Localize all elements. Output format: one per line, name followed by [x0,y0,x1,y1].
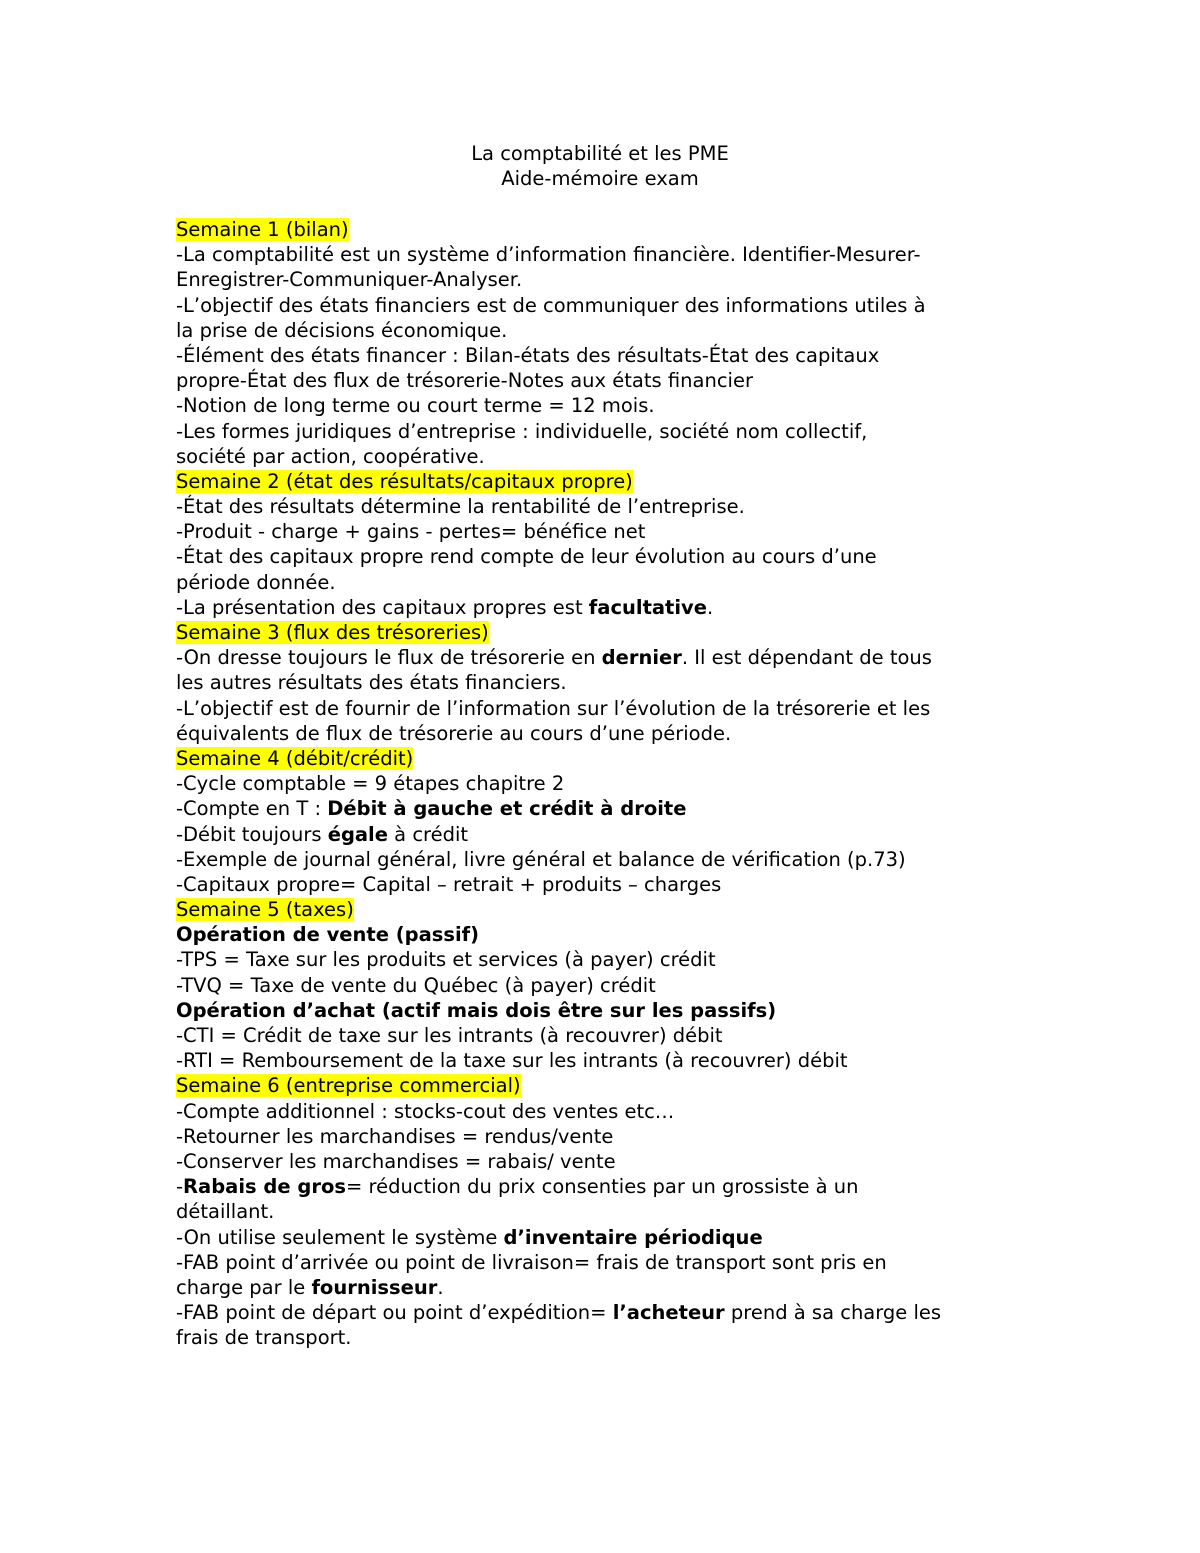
body-line [176,847,1036,872]
body-line [176,670,1036,695]
text-run: -L’objectif est de fournir de l’information sur l’évolution de la trésorerie et les [176,696,931,720]
body-line [176,822,1036,847]
text-run: -FAB point de départ ou point d’expédition= [176,1301,613,1325]
bold-text: Débit à gauche et crédit à droite [327,797,687,821]
week-heading [176,1073,1036,1098]
text-run: -Exemple de journal général, livre général et balance de vérification (p.73) [176,847,906,871]
text-run: charge par le [176,1275,312,1299]
body-line [176,1174,1036,1199]
text-run: -Produit - charge + gains - pertes= bénéfice net [176,520,646,544]
body-line [176,293,1036,318]
body-line [176,494,1036,519]
body-line [176,318,1036,343]
body-line [176,343,1036,368]
body-line [176,267,1036,292]
text-run: -On utilise seulement le système [176,1225,504,1249]
text-run: société par action, coopérative. [176,444,485,468]
text-run: propre-État des flux de trésorerie-Notes aux états financier [176,369,753,393]
body-line [176,544,1036,569]
text-run: -TPS = Taxe sur les produits et services (à payer) crédit [176,948,716,972]
heading-text: Semaine 1 (bilan) [176,218,349,241]
week-heading [176,746,1036,771]
text-run: la prise de décisions économique. [176,318,508,342]
body-line [176,1275,1036,1300]
week-heading [176,469,1036,494]
text-run: Enregistrer-Communiquer-Analyser. [176,268,523,292]
body-line [176,645,1036,670]
document-body [176,217,1036,1350]
body-line [176,922,1036,947]
document-subtitle: Aide-mémoire exam [501,167,699,191]
bold-text: égale [327,822,388,846]
body-line [176,872,1036,897]
body-line [176,444,1036,469]
body-line [176,570,1036,595]
body-line [176,595,1036,620]
body-line [176,947,1036,972]
heading-text: Semaine 6 (entreprise commercial) [176,1074,521,1098]
body-line [176,368,1036,393]
body-line [176,998,1036,1023]
text-run: -Retourner les marchandises = rendus/vente [176,1124,614,1148]
text-run: -On dresse toujours le flux de trésorerie en [176,646,602,670]
text-run: . [707,595,714,619]
body-line [176,1023,1036,1048]
text-run: - [176,1175,184,1199]
text-run: -Conserver les marchandises = rabais/ vente [176,1149,616,1173]
body-line [176,1225,1036,1250]
text-run: -La comptabilité est un système d’information financière. Identifier-Mesurer- [176,243,921,267]
text-run: -État des capitaux propre rend compte de leur évolution au cours d’une [176,545,877,569]
document-title: La comptabilité et les PME [471,142,729,165]
text-run: -Compte additionnel : stocks-cout des ventes etc… [176,1099,675,1123]
text-run: -La présentation des capitaux propres est [176,595,589,619]
body-line [176,973,1036,998]
text-run: . [437,1275,444,1299]
text-run: à crédit [387,822,469,846]
bold-text: Rabais de gros [183,1175,346,1199]
text-run: -Notion de long terme ou court terme = 12 mois. [176,394,655,418]
text-run: détaillant. [176,1200,275,1224]
text-run: période donnée. [176,570,336,594]
body-line [176,1099,1036,1124]
heading-text: Semaine 2 (état des résultats/capitaux propre) [176,469,633,493]
heading-text: Semaine 5 (taxes) [176,898,354,922]
bold-text: Opération d’achat (actif mais dois être sur les passifs) [176,998,777,1022]
body-line [176,721,1036,746]
body-line [176,519,1036,544]
text-run: les autres résultats des états financiers. [176,671,567,695]
text-run: frais de transport. [176,1326,352,1350]
text-run: = réduction du prix consenties par un grossiste à un [345,1175,859,1199]
bold-text: d’inventaire périodique [503,1225,763,1249]
text-run: -Compte en T : [176,797,328,821]
bold-text: facultative [588,595,707,619]
week-heading [176,620,1036,645]
text-run: -État des résultats détermine la rentabilité de l’entreprise. [176,495,745,519]
body-line [176,393,1036,418]
heading-text: Semaine 3 (flux des trésoreries) [176,621,489,644]
text-run: -Élément des états financer : Bilan-états des résultats-État des capitaux [176,343,880,367]
body-line [176,1325,1036,1350]
body-line [176,796,1036,821]
text-run: -L’objectif des états financiers est de communiquer des informations utiles à [176,293,926,317]
body-line [176,1124,1036,1149]
body-line [176,1199,1036,1224]
bold-text: dernier [601,646,682,670]
week-heading [176,897,1036,922]
body-line [176,696,1036,721]
heading-text: Semaine 4 (débit/crédit) [176,746,414,770]
bold-text: fournisseur [311,1275,438,1299]
body-line [176,771,1036,796]
text-run: -CTI = Crédit de taxe sur les intrants (à recouvrer) débit [176,1024,723,1047]
body-line [176,242,1036,267]
text-run: . Il est dépendant de tous [681,646,932,670]
body-line [176,1149,1036,1174]
body-line [176,1250,1036,1275]
text-run: -TVQ = Taxe de vente du Québec (à payer) crédit [176,973,656,997]
body-line [176,1048,1036,1073]
week-heading [176,217,1036,242]
body-line [176,419,1036,444]
text-run: prend à sa charge les [724,1301,942,1325]
text-run: -Capitaux propre= Capital – retrait + produits – charges [176,872,722,896]
bold-text: Opération de vente (passif) [176,923,480,947]
text-run: -FAB point d’arrivée ou point de livraison= frais de transport sont pris en [176,1250,887,1274]
text-run: -Les formes juridiques d’entreprise : individuelle, société nom collectif, [176,419,868,443]
text-run: -Cycle comptable = 9 étapes chapitre 2 [176,772,565,796]
text-run: -RTI = Remboursement de la taxe sur les intrants (à recouvrer) débit [176,1049,848,1073]
text-run: équivalents de flux de trésorerie au cours d’une période. [176,721,732,745]
bold-text: l’acheteur [612,1301,725,1325]
body-line [176,1300,1036,1325]
text-run: -Débit toujours [176,822,328,846]
document-header [0,141,1200,191]
